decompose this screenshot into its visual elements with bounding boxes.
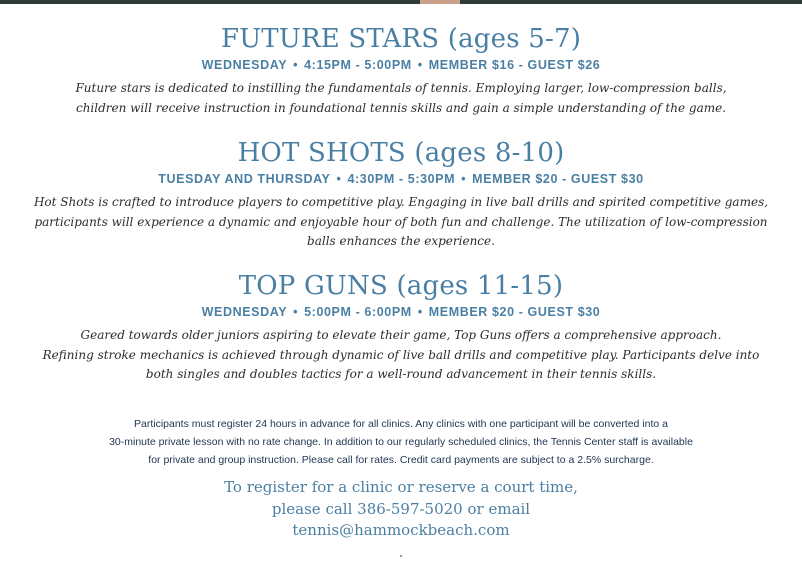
program-days: TUESDAY AND THURSDAY	[158, 172, 330, 186]
program-title: TOP GUNS (ages 11-15)	[0, 271, 802, 301]
policy-line: 30-minute private lesson with no rate change. In addition to our regularly scheduled clinics, the Tennis Center staff is available	[0, 433, 802, 451]
policy-line: Participants must register 24 hours in advance for all clinics. Any clinics with one participant will be converted into a	[0, 415, 802, 433]
program-schedule	[0, 56, 802, 74]
program-description	[0, 193, 802, 252]
contact-line-1: To register for a clinic or reserve a court time,	[0, 477, 802, 499]
program-title: HOT SHOTS (ages 8-10)	[0, 138, 802, 168]
separator-dot: •	[418, 305, 423, 319]
policy-line: for private and group instruction. Please call for rates. Credit card payments are subject to a 2.5% surcharge.	[0, 451, 802, 469]
description-line: Refining stroke mechanics is achieved through dynamic of live ball drills and competitive play. Participants delve into	[0, 346, 802, 366]
contact-period: .	[0, 542, 802, 563]
program-time: 4:30PM - 5:30PM	[347, 172, 455, 186]
description-line: Geared towards older juniors aspiring to elevate their game, Top Guns offers a comprehensive approach.	[0, 326, 802, 346]
description-line: Future stars is dedicated to instilling the fundamentals of tennis. Employing larger, low-compression balls,	[0, 79, 802, 99]
program-schedule	[0, 170, 802, 188]
program-description	[0, 79, 802, 118]
program-rates: MEMBER $20 - GUEST $30	[429, 305, 601, 319]
contact-line-2	[0, 499, 802, 563]
email-link[interactable]: tennis@hammockbeach.com	[292, 521, 509, 539]
program-schedule	[0, 303, 802, 321]
description-line: both singles and doubles tactics for a well-round advancement in their tennis skills.	[0, 365, 802, 385]
program-rates: MEMBER $16 - GUEST $26	[429, 58, 601, 72]
program-rates: MEMBER $20 - GUEST $30	[472, 172, 644, 186]
separator-dot: •	[461, 172, 466, 186]
program-time: 5:00PM - 6:00PM	[304, 305, 412, 319]
separator-dot: •	[293, 58, 298, 72]
separator-dot: •	[293, 305, 298, 319]
description-line: participants will experience a dynamic and enjoyable hour of both fun and challenge. The utilization of low-compression	[0, 213, 802, 233]
top-image-accent	[420, 0, 460, 4]
separator-dot: •	[418, 58, 423, 72]
program-days: WEDNESDAY	[202, 58, 288, 72]
program-days: WEDNESDAY	[202, 305, 288, 319]
description-line: children will receive instruction in foundational tennis skills and gain a simple understanding of the game.	[0, 99, 802, 119]
program-future-stars	[0, 24, 802, 118]
clinic-policy	[0, 415, 802, 469]
top-image-strip	[0, 0, 802, 4]
contact-phone-text: please call 386-597-5020 or email	[0, 499, 802, 521]
description-line: balls enhances the experience.	[0, 232, 802, 252]
separator-dot: •	[337, 172, 342, 186]
program-time: 4:15PM - 5:00PM	[304, 58, 412, 72]
description-line: Hot Shots is crafted to introduce players to competitive play. Engaging in live ball drills and spirited competitive games,	[0, 193, 802, 213]
program-description	[0, 326, 802, 385]
program-top-guns	[0, 271, 802, 385]
program-title: FUTURE STARS (ages 5-7)	[0, 24, 802, 54]
program-hot-shots	[0, 138, 802, 252]
contact-info	[0, 477, 802, 563]
